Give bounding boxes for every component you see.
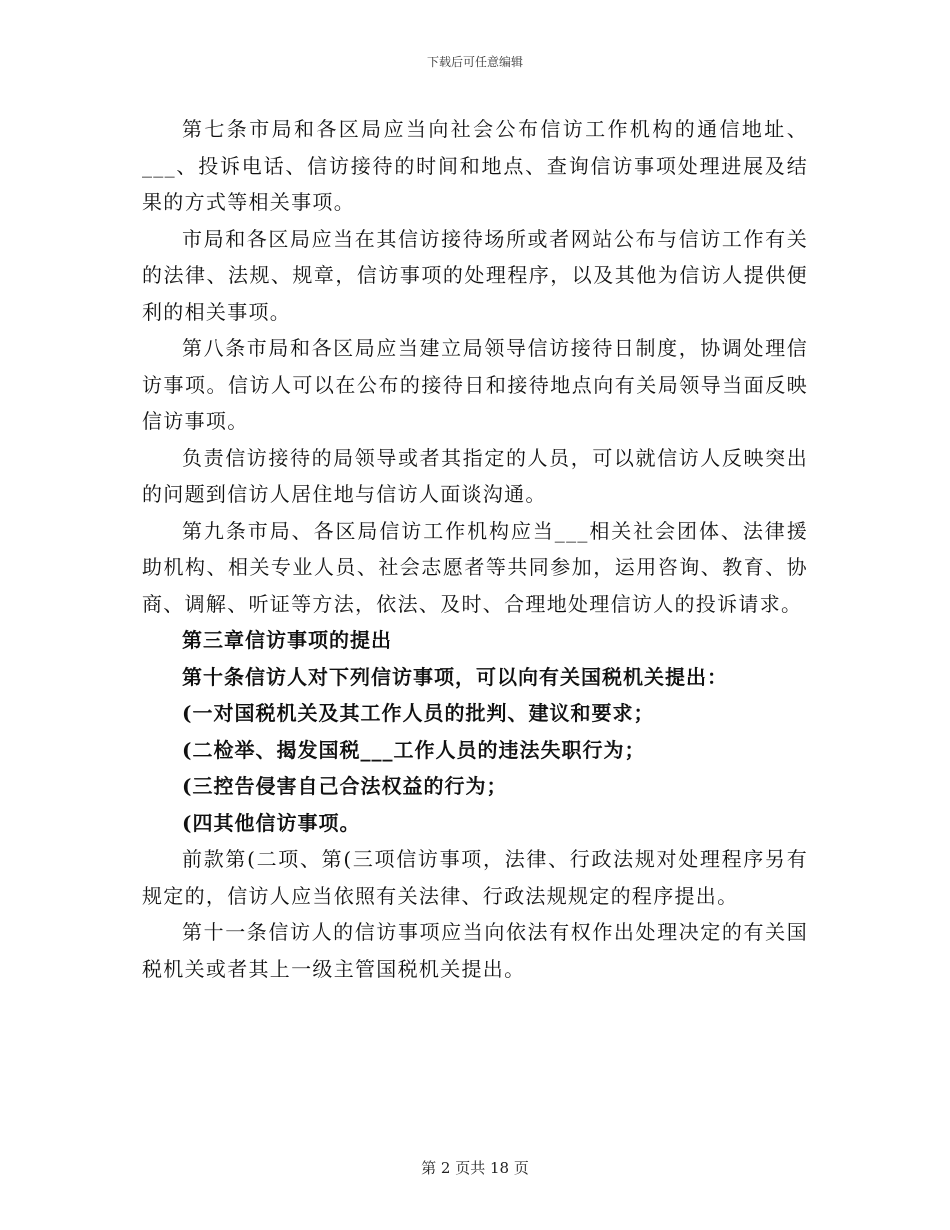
list-item-4: (四其他信访事项。: [182, 810, 361, 835]
list-item-1: (一对国税机关及其工作人员的批判、建议和要求；: [182, 701, 655, 725]
paragraph-article-8: 第八条市局和各区局应当建立局领导信访接待日制度，协调处理信访事项。信访人可以在公布的接待日和接待地点向有关局领导当面反映信访事项。: [142, 336, 808, 433]
paragraph-article-7: 第七条市局和各区局应当向社会公布信访工作机构的通信地址、___、投诉电话、信访接待的时间和地点、查询信访事项处理进展及结果的方式等相关事项。: [142, 117, 808, 214]
paragraph-article-10-note: 前款第(二项、第(三项信访事项，法律、行政法规对处理程序另有规定的，信访人应当依照有关法律、行政法规规定的程序提出。: [142, 847, 808, 908]
document-body: [142, 111, 808, 987]
chapter-heading: 第三章信访事项的提出: [182, 628, 392, 652]
list-item-2: (二检举、揭发国税___工作人员的违法失职行为；: [182, 737, 646, 762]
list-item-3: (三控告侵害自己合法权益的行为；: [182, 774, 508, 798]
page-header-note: 下载后可任意编辑: [426, 55, 523, 69]
paragraph-article-8-cont: 负责信访接待的局领导或者其指定的人员，可以就信访人反映突出的问题到信访人居住地与信访人面谈沟通。: [142, 445, 808, 506]
paragraph-article-7-cont: 市局和各区局应当在其信访接待场所或者网站公布与信访工作有关的法律、法规、规章，信访事项的处理程序，以及其他为信访人提供便利的相关事项。: [142, 226, 808, 324]
paragraph-article-9: 第九条市局、各区局信访工作机构应当___相关社会团体、法律援助机构、相关专业人员、社会志愿者等共同参加，运用咨询、教育、协商、调解、听证等方法，依法、及时、合理地处理信访人的投诉请求。: [142, 518, 808, 616]
paragraph-article-11: 第十一条信访人的信访事项应当向依法有权作出处理决定的有关国税机关或者其上一级主管国税机关提出。: [142, 920, 808, 981]
page-number: 第 2 页共 18 页: [421, 1159, 529, 1177]
paragraph-article-10: 第十条信访人对下列信访事项，可以向有关国税机关提出：: [182, 664, 728, 689]
